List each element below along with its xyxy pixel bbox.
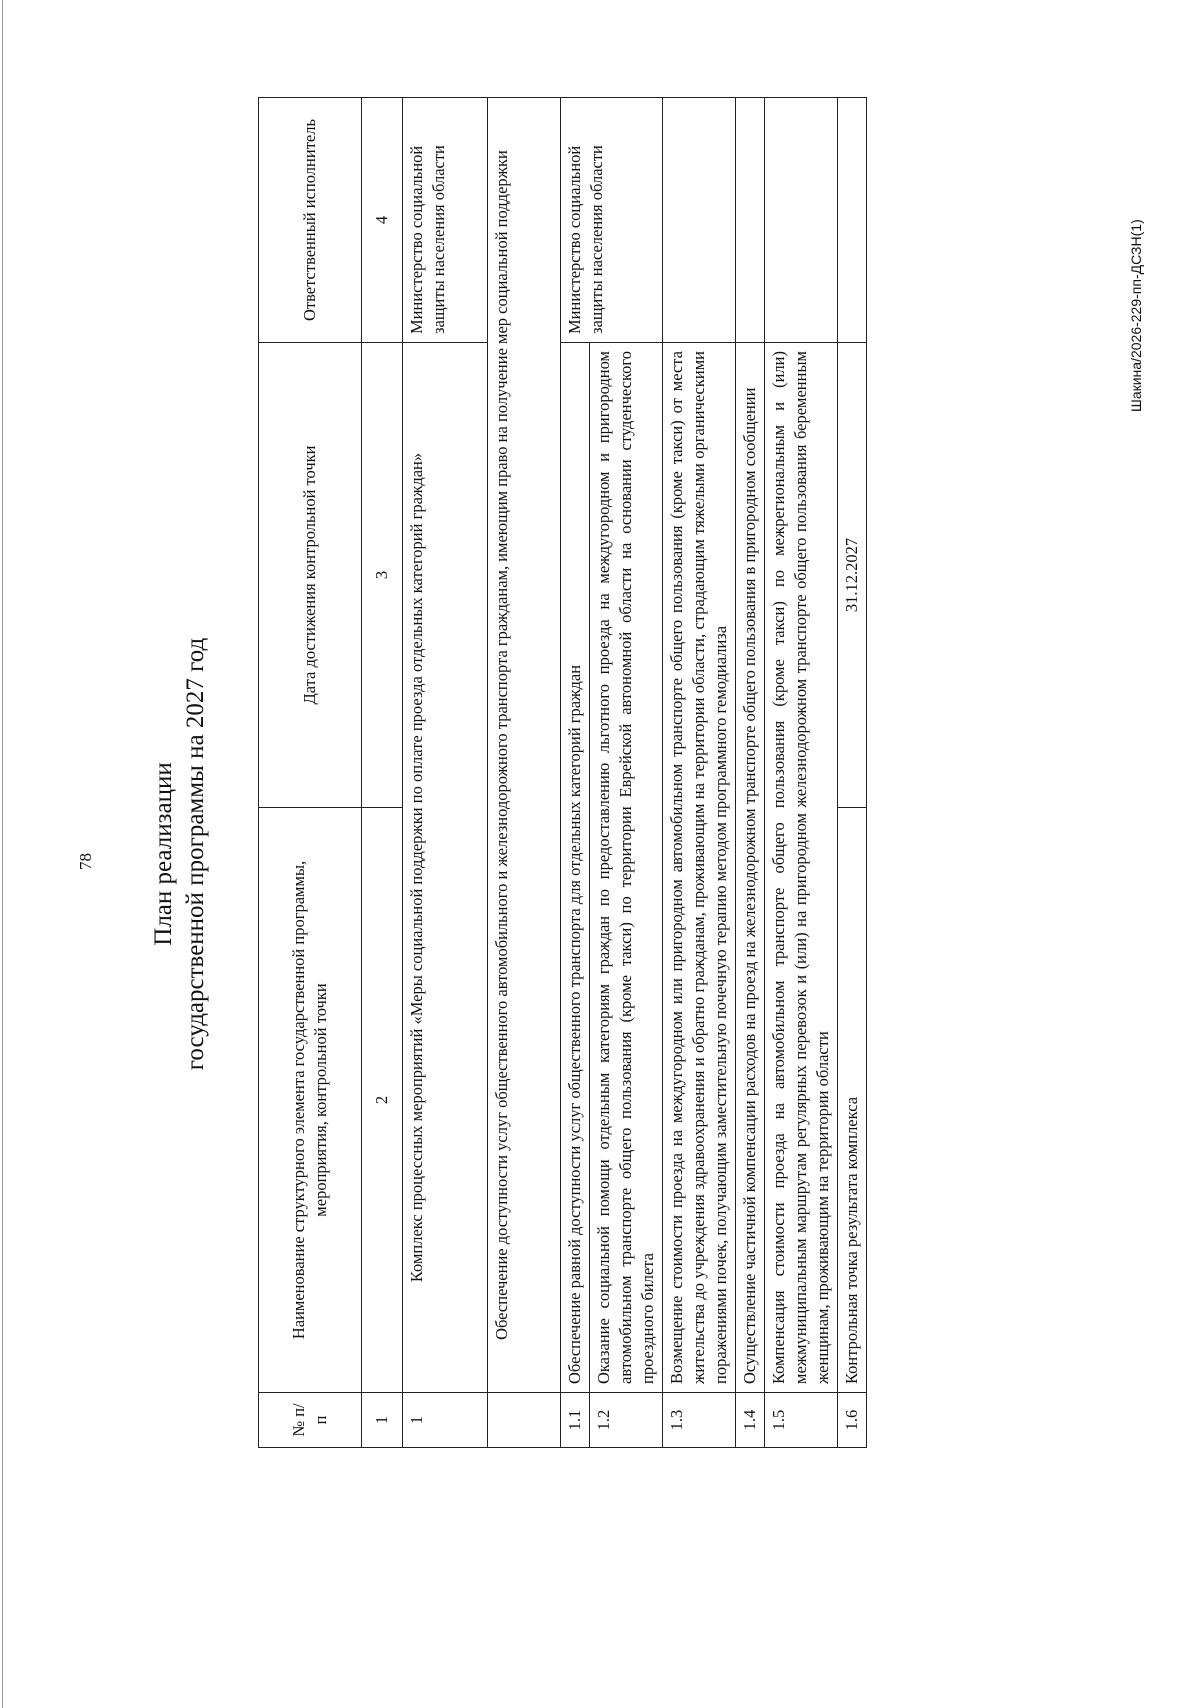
column-number: 4 — [362, 98, 403, 343]
row-number: 1.1 — [561, 1393, 590, 1448]
row-number: 1.5 — [765, 1393, 838, 1448]
row-name: Контрольная точка результата комплекса — [838, 808, 867, 1393]
section-title: Обеспечение доступности услуг общественного автомобильного и железнодорожного транспорта гражданам, имеющим право на получение мер социальной поддержки — [488, 98, 561, 1393]
implementation-plan-table — [258, 97, 867, 1448]
header-executor: Ответственный исполнитель — [259, 98, 362, 343]
executor-cell-empty — [765, 98, 838, 343]
complex-row — [403, 98, 488, 1448]
row-name: Компенсация стоимости проезда на автомобильном транспорте общего пользования (кроме такси) по межрегиональным и (или) межмуниципальным маршрутам регулярных перевозок и (или) на пригородном железнодорожном транспорте общего пользования беременным женщинам, проживающим на территории области — [765, 343, 838, 1393]
header-number: № п/п — [259, 1393, 362, 1448]
table-row — [765, 98, 838, 1448]
header-date: Дата достижения контрольной точки — [259, 343, 362, 808]
table-header-row — [259, 98, 362, 1448]
row-name: Обеспечение равной доступности услуг общественного транспорта для отдельных категорий граждан — [561, 343, 590, 1393]
section-number-cell — [488, 1393, 561, 1448]
row-number: 1.3 — [663, 1393, 736, 1448]
executor-cell-empty — [663, 98, 736, 343]
table-row — [561, 98, 590, 1448]
executor-cell-empty — [736, 98, 765, 343]
table-row — [838, 98, 867, 1448]
row-number: 1 — [403, 1393, 488, 1448]
row-number: 1.4 — [736, 1393, 765, 1448]
row-name: Оказание социальной помощи отдельным категориям граждан по предоставлению льготного проезда на междугородном и пригородном автомобильном транспорте общего пользования (кроме такси) по территории Еврейской автономной области на основании студенческого проездного билета — [590, 343, 663, 1393]
executor-cell-empty — [838, 98, 867, 343]
column-numbering-row — [362, 98, 403, 1448]
row-executor: Министерство социальной защиты населения области — [561, 98, 663, 343]
complex-executor: Министерство социальной защиты населения области — [403, 98, 488, 343]
table-row — [663, 98, 736, 1448]
column-number: 3 — [362, 343, 403, 808]
column-number: 2 — [362, 808, 403, 1393]
column-number: 1 — [362, 1393, 403, 1448]
row-date: 31.12.2027 — [838, 343, 867, 808]
section-row — [488, 98, 561, 1448]
table-row — [736, 98, 765, 1448]
row-name: Возмещение стоимости проезда на междугородном или пригородном автомобильном транспорте общего пользования (кроме такси) от места жительства до учреждения здравоохранения и обратно гражданам, проживающим на территории области, страдающим тяжелыми органическими поражениями почек, получающим заместительную почечную терапию методом программного гемодиализа — [663, 343, 736, 1393]
row-number: 1.6 — [838, 1393, 867, 1448]
page-number: 78 — [76, 853, 95, 870]
header-name: Наименование структурного элемента государственной программы, мероприятия, контрольной точки — [259, 808, 362, 1393]
document-code: Шакина/2026-229-пп-ДСЗН(1) — [1128, 219, 1144, 412]
row-number: 1.2 — [590, 1393, 663, 1448]
scan-edge-line — [2, 0, 3, 1708]
complex-name: Комплекс процессных мероприятий «Меры социальной поддержки по оплате проезда отдельных категорий граждан» — [403, 343, 488, 1393]
title-line-1: План реализации — [150, 762, 177, 946]
title-line-2: государственной программы на 2027 год — [182, 637, 209, 1071]
document-title — [148, 154, 212, 1554]
row-name: Осуществление частичной компенсации расходов на проезд на железнодорожном транспорте общего пользования в пригородном сообщении — [736, 343, 765, 1393]
